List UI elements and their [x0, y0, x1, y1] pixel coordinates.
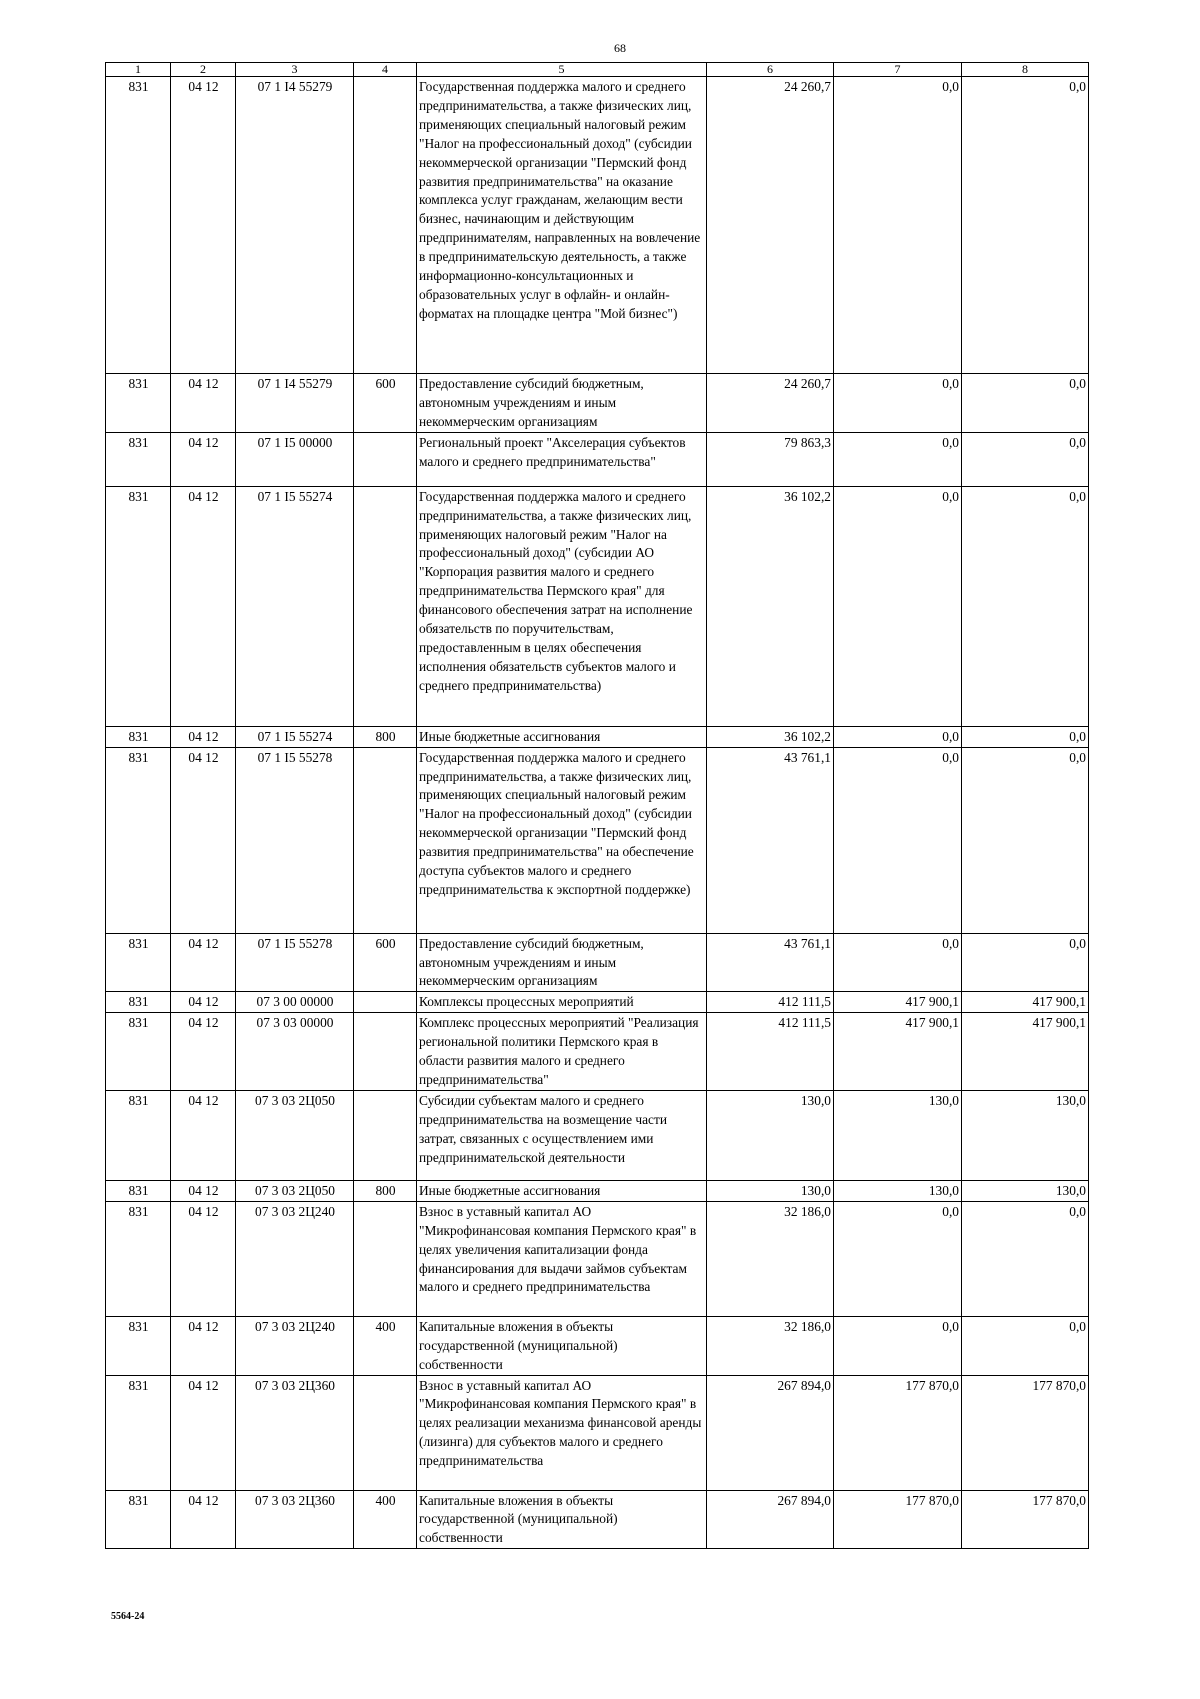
- item-description: Комплекс процессных мероприятий "Реализация региональной политики Пермского края в области развития малого и среднего предпринимательства": [417, 1013, 707, 1091]
- column-number: 8: [962, 63, 1089, 77]
- table-row: [106, 374, 1089, 433]
- amount-col6: 32 186,0: [707, 1316, 834, 1375]
- item-description: Региональный проект "Акселерация субъектов малого и среднего предпринимательства": [417, 432, 707, 486]
- admin-code: 831: [106, 747, 171, 933]
- amount-col8: 0,0: [962, 726, 1089, 747]
- amount-col8: 0,0: [962, 1316, 1089, 1375]
- amount-col6: 24 260,7: [707, 374, 834, 433]
- amount-col7: 177 870,0: [834, 1490, 962, 1549]
- target-item-code: 07 1 I4 55279: [236, 374, 354, 433]
- admin-code: 831: [106, 1090, 171, 1180]
- column-number: 5: [417, 63, 707, 77]
- section-code: 04 12: [171, 432, 236, 486]
- amount-col8: 130,0: [962, 1090, 1089, 1180]
- amount-col6: 412 111,5: [707, 1013, 834, 1091]
- amount-col7: 130,0: [834, 1180, 962, 1201]
- admin-code: 831: [106, 1201, 171, 1316]
- item-description: Иные бюджетные ассигнования: [417, 726, 707, 747]
- table-row: [106, 992, 1089, 1013]
- item-description: Субсидии субъектам малого и среднего предпринимательства на возмещение части затрат, связанных с осуществлением ими предпринимательской деятельности: [417, 1090, 707, 1180]
- section-code: 04 12: [171, 1013, 236, 1091]
- target-item-code: 07 1 I4 55279: [236, 77, 354, 374]
- amount-col8: 417 900,1: [962, 1013, 1089, 1091]
- admin-code: 831: [106, 726, 171, 747]
- amount-col8: 0,0: [962, 486, 1089, 726]
- amount-col6: 43 761,1: [707, 747, 834, 933]
- amount-col8: 177 870,0: [962, 1375, 1089, 1490]
- amount-col7: 0,0: [834, 1316, 962, 1375]
- table-row: [106, 432, 1089, 486]
- table-row: [106, 486, 1089, 726]
- amount-col6: 79 863,3: [707, 432, 834, 486]
- expense-type-code: 800: [354, 726, 417, 747]
- amount-col7: 0,0: [834, 726, 962, 747]
- column-number: 2: [171, 63, 236, 77]
- expense-type-code: [354, 992, 417, 1013]
- budget-table: [105, 62, 1089, 1549]
- section-code: 04 12: [171, 747, 236, 933]
- section-code: 04 12: [171, 1180, 236, 1201]
- admin-code: 831: [106, 486, 171, 726]
- table-row: [106, 77, 1089, 374]
- table-row: [106, 726, 1089, 747]
- table-row: [106, 1201, 1089, 1316]
- amount-col7: 0,0: [834, 374, 962, 433]
- table-row: [106, 1375, 1089, 1490]
- table-row: [106, 1090, 1089, 1180]
- table-row: [106, 1316, 1089, 1375]
- column-number: 3: [236, 63, 354, 77]
- target-item-code: 07 3 03 00000: [236, 1013, 354, 1091]
- amount-col6: 32 186,0: [707, 1201, 834, 1316]
- admin-code: 831: [106, 432, 171, 486]
- expense-type-code: [354, 486, 417, 726]
- item-description: Предоставление субсидий бюджетным, автономным учреждениям и иным некоммерческим организациям: [417, 374, 707, 433]
- admin-code: 831: [106, 1316, 171, 1375]
- target-item-code: 07 3 03 2Ц240: [236, 1316, 354, 1375]
- amount-col8: 177 870,0: [962, 1490, 1089, 1549]
- section-code: 04 12: [171, 726, 236, 747]
- expense-type-code: 600: [354, 933, 417, 992]
- admin-code: 831: [106, 1013, 171, 1091]
- table-row: [106, 933, 1089, 992]
- amount-col7: 0,0: [834, 77, 962, 374]
- amount-col7: 177 870,0: [834, 1375, 962, 1490]
- section-code: 04 12: [171, 1490, 236, 1549]
- section-code: 04 12: [171, 77, 236, 374]
- target-item-code: 07 1 I5 55274: [236, 726, 354, 747]
- item-description: Государственная поддержка малого и среднего предпринимательства, а также физических лиц, применяющих специальный налоговый режим "Налог на профессиональный доход" (субсидии некоммерческой организации "Пермский фонд развития предпринимательства" на обеспечение доступа субъектов малого и среднего предпринимательства к экспортной поддержке): [417, 747, 707, 933]
- expense-type-code: [354, 1375, 417, 1490]
- amount-col6: 36 102,2: [707, 486, 834, 726]
- admin-code: 831: [106, 1490, 171, 1549]
- item-description: Капитальные вложения в объекты государственной (муниципальной) собственности: [417, 1490, 707, 1549]
- amount-col8: 0,0: [962, 747, 1089, 933]
- amount-col7: 0,0: [834, 1201, 962, 1316]
- table-row: [106, 1180, 1089, 1201]
- amount-col6: 130,0: [707, 1180, 834, 1201]
- amount-col8: 0,0: [962, 77, 1089, 374]
- target-item-code: 07 3 03 2Ц360: [236, 1375, 354, 1490]
- admin-code: 831: [106, 374, 171, 433]
- expense-type-code: [354, 1013, 417, 1091]
- item-description: Предоставление субсидий бюджетным, автономным учреждениям и иным некоммерческим организациям: [417, 933, 707, 992]
- expense-type-code: [354, 77, 417, 374]
- item-description: Капитальные вложения в объекты государственной (муниципальной) собственности: [417, 1316, 707, 1375]
- item-description: Взнос в уставный капитал АО "Микрофинансовая компания Пермского края" в целях реализации механизма финансовой аренды (лизинга) для субъектов малого и среднего предпринимательства: [417, 1375, 707, 1490]
- amount-col8: 130,0: [962, 1180, 1089, 1201]
- target-item-code: 07 3 03 2Ц050: [236, 1180, 354, 1201]
- target-item-code: 07 3 03 2Ц360: [236, 1490, 354, 1549]
- amount-col8: 417 900,1: [962, 992, 1089, 1013]
- column-number: 7: [834, 63, 962, 77]
- amount-col7: 417 900,1: [834, 992, 962, 1013]
- admin-code: 831: [106, 1180, 171, 1201]
- column-number: 6: [707, 63, 834, 77]
- amount-col8: 0,0: [962, 374, 1089, 433]
- expense-type-code: [354, 1201, 417, 1316]
- item-description: Государственная поддержка малого и среднего предпринимательства, а также физических лиц, применяющих специальный налоговый режим "Налог на профессиональный доход" (субсидии некоммерческой организации "Пермский фонд развития предпринимательства" на оказание комплекса услуг гражданам, желающим вести бизнес, начинающим и действующим предпринимателям, направленных на вовлечение в предпринимательскую деятельность, а также информационно-консультационных и образовательных услуг в офлайн- и онлайн-форматах на площадке центра "Мой бизнес"): [417, 77, 707, 374]
- amount-col7: 130,0: [834, 1090, 962, 1180]
- item-description: Комплексы процессных мероприятий: [417, 992, 707, 1013]
- amount-col8: 0,0: [962, 432, 1089, 486]
- amount-col7: 0,0: [834, 486, 962, 726]
- target-item-code: 07 1 I5 55274: [236, 486, 354, 726]
- amount-col6: 43 761,1: [707, 933, 834, 992]
- amount-col6: 130,0: [707, 1090, 834, 1180]
- section-code: 04 12: [171, 1316, 236, 1375]
- expense-type-code: 800: [354, 1180, 417, 1201]
- section-code: 04 12: [171, 1375, 236, 1490]
- expense-type-code: 400: [354, 1490, 417, 1549]
- footer-document-code: 5564-24: [111, 1611, 145, 1622]
- target-item-code: 07 1 I5 55278: [236, 747, 354, 933]
- amount-col6: 267 894,0: [707, 1375, 834, 1490]
- expense-type-code: [354, 1090, 417, 1180]
- table-row: [106, 747, 1089, 933]
- target-item-code: 07 3 00 00000: [236, 992, 354, 1013]
- amount-col7: 0,0: [834, 432, 962, 486]
- section-code: 04 12: [171, 933, 236, 992]
- amount-col6: 412 111,5: [707, 992, 834, 1013]
- table-row: [106, 1013, 1089, 1091]
- column-number: 1: [106, 63, 171, 77]
- admin-code: 831: [106, 77, 171, 374]
- amount-col7: 0,0: [834, 933, 962, 992]
- section-code: 04 12: [171, 374, 236, 433]
- item-description: Взнос в уставный капитал АО "Микрофинансовая компания Пермского края" в целях увеличения капитализации фонда финансирования для выдачи займов субъектам малого и среднего предпринимательства: [417, 1201, 707, 1316]
- target-item-code: 07 3 03 2Ц050: [236, 1090, 354, 1180]
- target-item-code: 07 1 I5 00000: [236, 432, 354, 486]
- amount-col6: 24 260,7: [707, 77, 834, 374]
- column-number-row: [106, 63, 1089, 77]
- expense-type-code: [354, 747, 417, 933]
- table-body: [106, 63, 1089, 1549]
- section-code: 04 12: [171, 486, 236, 726]
- amount-col7: 417 900,1: [834, 1013, 962, 1091]
- target-item-code: 07 1 I5 55278: [236, 933, 354, 992]
- amount-col6: 36 102,2: [707, 726, 834, 747]
- table-row: [106, 1490, 1089, 1549]
- amount-col8: 0,0: [962, 933, 1089, 992]
- section-code: 04 12: [171, 992, 236, 1013]
- expense-type-code: [354, 432, 417, 486]
- section-code: 04 12: [171, 1090, 236, 1180]
- amount-col7: 0,0: [834, 747, 962, 933]
- section-code: 04 12: [171, 1201, 236, 1316]
- item-description: Иные бюджетные ассигнования: [417, 1180, 707, 1201]
- column-number: 4: [354, 63, 417, 77]
- item-description: Государственная поддержка малого и среднего предпринимательства, а также физических лиц, применяющих налоговый режим "Налог на профессиональный доход" (субсидии АО "Корпорация развития малого и среднего предпринимательства Пермского края" для финансового обеспечения затрат на исполнение обязательств по поручительствам, предоставленным в целях обеспечения исполнения обязательств субъектов малого и среднего предпринимательства): [417, 486, 707, 726]
- admin-code: 831: [106, 1375, 171, 1490]
- page-number: 68: [614, 41, 626, 55]
- target-item-code: 07 3 03 2Ц240: [236, 1201, 354, 1316]
- expense-type-code: 600: [354, 374, 417, 433]
- expense-type-code: 400: [354, 1316, 417, 1375]
- amount-col6: 267 894,0: [707, 1490, 834, 1549]
- amount-col8: 0,0: [962, 1201, 1089, 1316]
- admin-code: 831: [106, 992, 171, 1013]
- admin-code: 831: [106, 933, 171, 992]
